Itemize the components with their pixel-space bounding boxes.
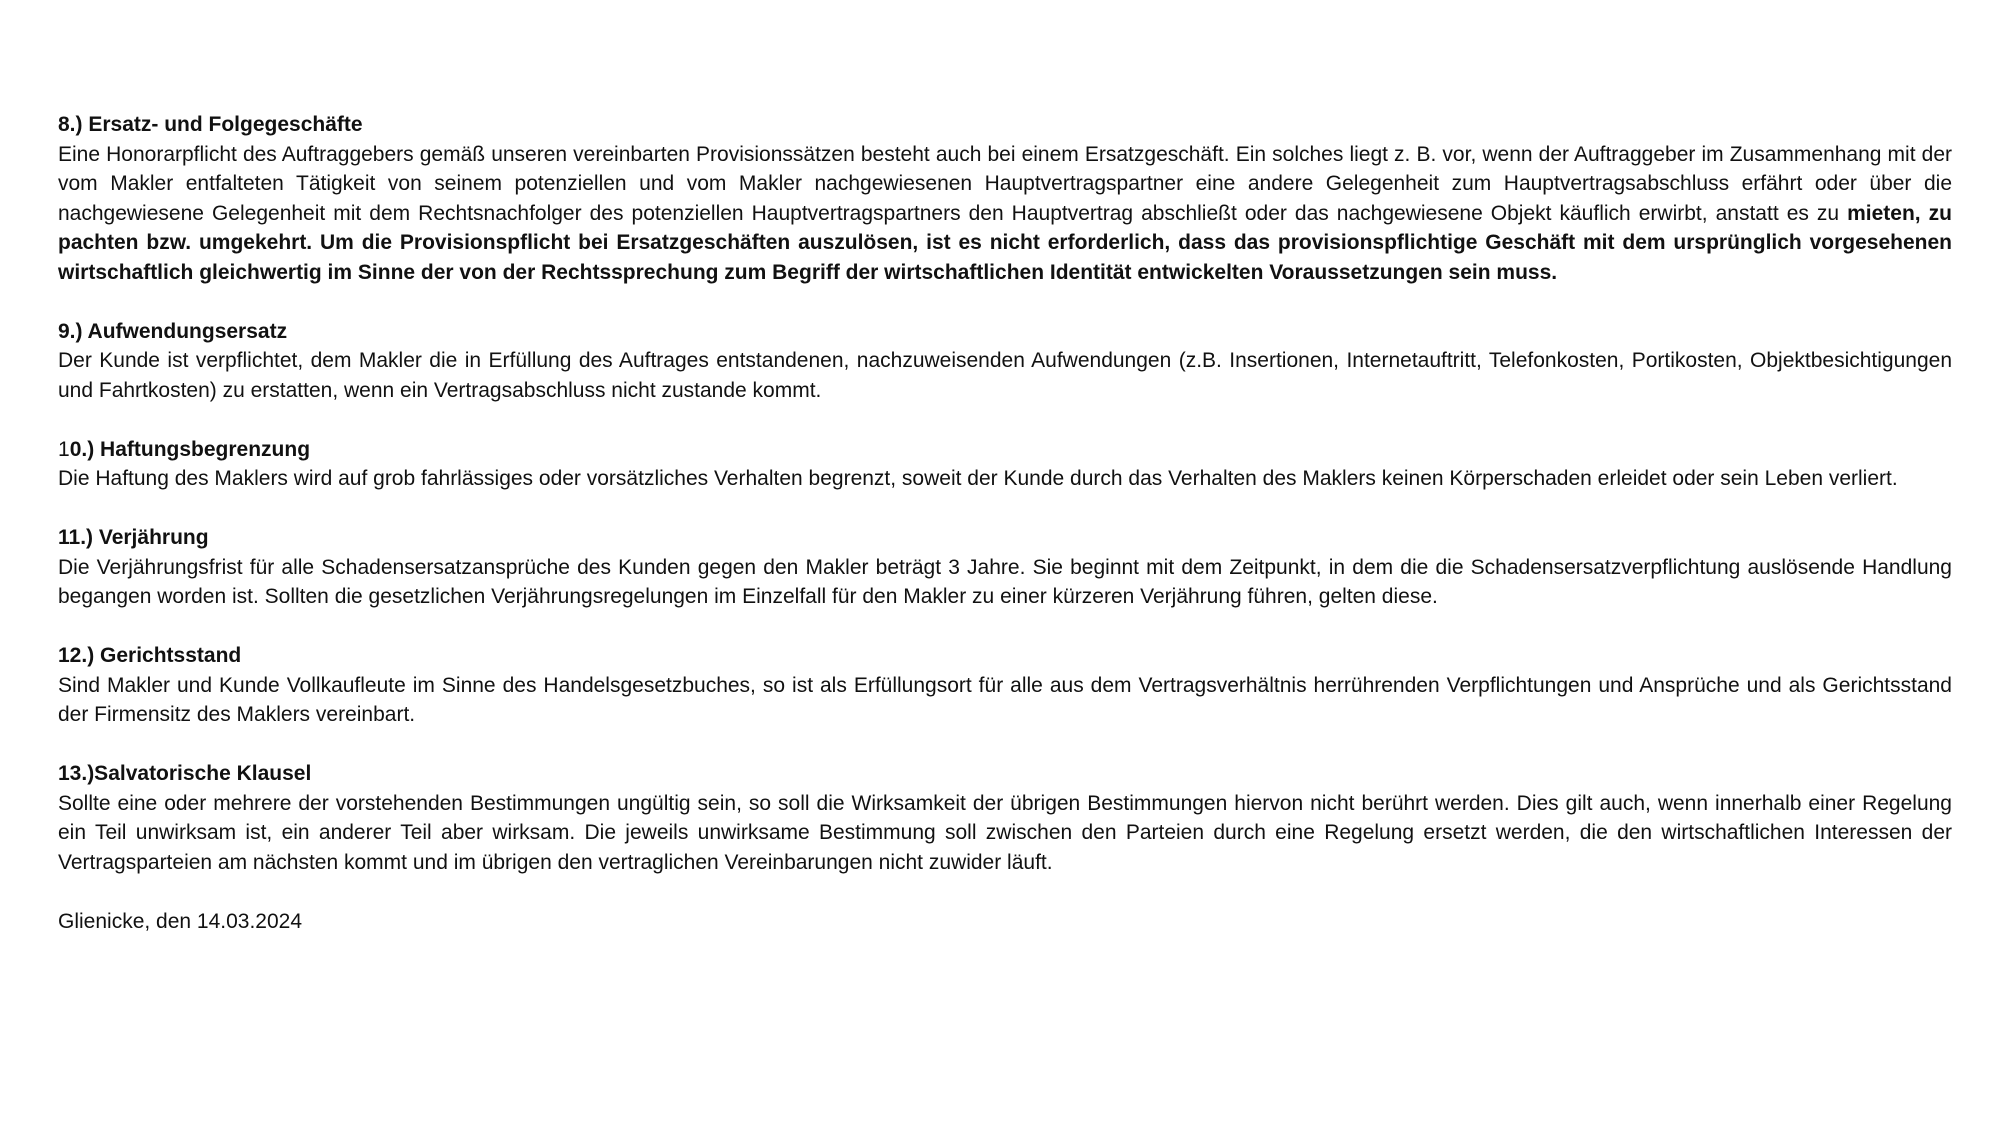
section-gerichtsstand	[58, 641, 1952, 730]
place-date: Glienicke, den 14.03.2024	[58, 909, 303, 933]
section-heading-text: 0.) Haftungsbegrenzung	[69, 437, 311, 461]
section-aufwendungsersatz	[58, 317, 1952, 406]
section-heading	[58, 435, 1952, 465]
section-heading-prefix: 1	[58, 437, 70, 461]
section-heading: 8.) Ersatz- und Folgegeschäfte	[58, 113, 363, 136]
section-ersatzgeschaefte	[58, 110, 1952, 287]
section-body-regular: Eine Honorarpflicht des Auftraggebers gemäß unseren vereinbarten Provisionssätzen besteht auch bei einem Ersatzgeschäft. Ein solches liegt z. B. vor, wenn der Auftraggeber im Zusammenhang mit der vom Makler entfalteten Tätigkeit von seinem potenziellen und vom Makler nachgewiesenen Hauptvertragspartner eine andere Gelegenheit zum Hauptvertragsabschluss erfährt oder über die nachgewiesene Gelegenheit mit dem Rechtsnachfolger des potenziellen Hauptvertragspartners den Hauptvertrag abschließt oder das nachgewiesene Objekt käuflich erwirbt, anstatt es zu	[58, 142, 1952, 225]
document-page	[58, 110, 1952, 936]
section-body	[58, 140, 1952, 288]
section-heading: 9.) Aufwendungsersatz	[58, 319, 288, 343]
section-body: Der Kunde ist verpflichtet, dem Makler die in Erfüllung des Auftrages entstandenen, nachzuweisenden Aufwendungen (z.B. Insertionen, Internetauftritt, Telefonkosten, Portikosten, Objektbesichtigungen und Fahrtkosten) zu erstatten, wenn ein Vertragsabschluss nicht zustande kommt.	[58, 349, 1952, 402]
section-body: Sind Makler und Kunde Vollkaufleute im Sinne des Handelsgesetzbuches, so ist als Erfüllungsort für alle aus dem Vertragsverhältnis herrührenden Verpflichtungen und Ansprüche und als Gerichtsstand der Firmensitz des Maklers vereinbart.	[58, 673, 1952, 726]
section-haftungsbegrenzung	[58, 435, 1952, 494]
section-verjaehrung	[58, 523, 1952, 612]
section-heading: 13.)Salvatorische Klausel	[58, 762, 312, 785]
section-heading: 12.) Gerichtsstand	[58, 644, 242, 667]
section-body: Sollte eine oder mehrere der vorstehenden Bestimmungen ungültig sein, so soll die Wirksamkeit der übrigen Bestimmungen hiervon nicht berührt werden. Dies gilt auch, wenn innerhalb einer Regelung ein Teil unwirksam ist, ein anderer Teil aber wirksam. Die jeweils unwirksame Bestimmung soll zwischen den Parteien durch eine Regelung ersetzt werden, die den wirtschaftlichen Interessen der Vertragsparteien am nächsten kommt und im übrigen den vertraglichen Vereinbarungen nicht zuwider läuft.	[58, 791, 1952, 874]
section-salvatorische-klausel	[58, 759, 1952, 877]
section-body: Die Verjährungsfrist für alle Schadensersatzansprüche des Kunden gegen den Makler beträgt 3 Jahre. Sie beginnt mit dem Zeitpunkt, in dem die die Schadensersatzverpflichtung auslösende Handlung begangen worden ist. Sollten die gesetzlichen Verjährungsregelungen im Einzelfall für den Makler zu einer kürzeren Verjährung führen, gelten diese.	[58, 555, 1952, 608]
section-heading: 11.) Verjährung	[58, 526, 209, 549]
section-body-bold: mieten, zu pachten bzw. umgekehrt. Um die Provisionspflicht bei Ersatzgeschäften auszulösen, ist es nicht erforderlich, dass das provisionspflichtige Geschäft mit dem ursprünglich vorgesehenen wirtschaftlich gleichwertig im Sinne der von der Rechtssprechung zum Begriff der wirtschaftlichen Identität entwickelten Voraussetzungen sein muss.	[58, 201, 1953, 284]
section-body: Die Haftung des Maklers wird auf grob fahrlässiges oder vorsätzliches Verhalten begrenzt, soweit der Kunde durch das Verhalten des Maklers keinen Körperschaden erleidet oder sein Leben verliert.	[58, 467, 1898, 490]
